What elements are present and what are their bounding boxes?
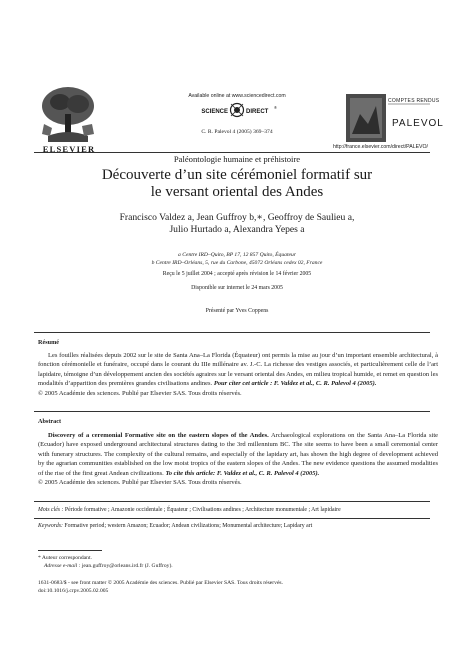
resume-cite: Pour citer cet article : F. Valdez et al., C. R. Palevol 4 (2005).	[213, 380, 377, 388]
elsevier-tree-logo	[36, 84, 100, 144]
abstract-text	[38, 431, 438, 487]
sciencedirect-right: DIRECT	[246, 109, 269, 115]
section-rule	[34, 411, 430, 412]
email-label: Adresse e-mail :	[44, 563, 81, 569]
email-address[interactable]: jean.guffroy@orleans.ird.fr (J. Guffroy).	[81, 563, 173, 569]
abstract-cite: To cite this article: F. Valdez et al., C. R. Palevol 4 (2005).	[165, 469, 320, 477]
sciencedirect-logo	[190, 101, 284, 119]
title-line-1: Découverte d’un site cérémoniel formatif sur	[101, 167, 373, 183]
authors-line-1: Francisco Valdez a, Jean Guffroy b,∗, Geoffroy de Saulieu a,	[119, 212, 355, 223]
keywords-mid-rule	[34, 518, 430, 519]
keywords-fr-text: Période formative ; Amazonie occidentale ; Équateur ; Civilisations andines ; Architecture monumentale ; Art lapidaire	[64, 507, 341, 513]
issn-line: 1631-0683/$ - see front matter © 2005 Académie des sciences. Publié par Elsevier SAS. Tous droits réservés.	[38, 580, 284, 586]
resume-copyright: © 2005 Académie des sciences. Publié par Elsevier SAS. Tous droits réservés.	[38, 389, 242, 397]
footnote-rule	[38, 550, 102, 551]
journal-url[interactable]: http://france.elsevier.com/direct/PALEVO/	[332, 144, 428, 150]
title-line-2: le versant oriental des Andes	[150, 184, 324, 200]
article-title	[34, 167, 440, 201]
section-heading: Paléontologie humaine et préhistoire	[173, 154, 301, 164]
abstract-heading: Abstract	[38, 418, 62, 425]
footnote-author: * Auteur correspondant.	[38, 555, 92, 561]
online-date: Disponible sur internet le 24 mars 2005	[191, 285, 283, 291]
resume-text	[38, 351, 438, 398]
publisher-name: ELSEVIER	[42, 144, 96, 154]
online-notice: Available online at www.sciencedirect.com	[188, 93, 286, 99]
doi-line[interactable]: doi:10.1016/j.crpv.2005.02.005	[38, 588, 109, 594]
palevol-label: PALEVOL	[392, 118, 444, 129]
affiliation-a: a Centre IRD–Quito, BP 17, 12 857 Quito, Équateur	[178, 252, 296, 258]
abstract-copyright: © 2005 Académie des sciences. Publié par Elsevier SAS. Tous droits réservés.	[38, 479, 242, 487]
keywords-en-text: Formative period; western Amazon; Ecuador; Andean civilizations; Monumental architecture; Lapidary art	[64, 523, 313, 529]
registered-mark: ®	[274, 105, 277, 110]
sciencedirect-left: SCIENCE	[201, 109, 228, 115]
keywords-fr-label: Mots clés :	[38, 507, 64, 513]
abstract-lead: Discovery of a ceremonial Formative site on the eastern slopes of the Andes.	[48, 432, 269, 439]
comptes-rendus-label: COMPTES RENDUS	[388, 98, 440, 104]
author-list	[34, 212, 440, 235]
abstract-top-rule	[34, 332, 430, 333]
journal-citation: C. R. Palevol 4 (2005) 369–374	[201, 129, 273, 135]
resume-heading: Résumé	[38, 339, 59, 346]
keywords-fr	[38, 506, 438, 514]
affiliations	[34, 251, 440, 267]
received-dates: Reçu le 5 juillet 2004 ; accepté après révision le 14 février 2005	[162, 271, 312, 277]
authors-line-2: Julio Hurtado a, Alexandra Yepes a	[169, 223, 305, 235]
affiliation-b: b Centre IRD–Orléans, 5, rue du Carbone, 45072 Orléans cedex 02, France	[151, 260, 323, 266]
resume-body: Les fouilles réalisées depuis 2002 sur le site de Santa Ana–La Florida (Équateur) ont permis la mise au jour d’un important ensemble architectural, à fonction cérémonielle et funéraire, occupé dans le courant du IIIe millénaire av. J.-C. La richesse des vestiges associés, et particulièrement celle de l’art lapidaire, témoigne d’un développement ancien des sociétés agraires sur le versant oriental des Andes, en milieu tropical humide, et remet en question les modalités d’apparition des premières grandes civilisations andines.	[38, 352, 438, 388]
header-rule	[34, 152, 430, 153]
keywords-en	[38, 522, 438, 530]
abstract-body: Archaeological explorations on the Santa Ana–La Florida site (Ecuador) have exposed underground architectural structures dating to the 3rd millennium BC. The site seems to have been a small ceremonial center with funerary structures. The complexity of the cultural remains, and especially of the lapidary art, has shown the high degree of development achieved by the agrarian communities established on the low moist tropics of the eastern slopes of the Andes. The new evidence questions the assumed modalities of the rise of the first great Andean civilizations.	[38, 432, 439, 477]
presented-by: Présenté par Yves Coppens	[205, 308, 269, 314]
keywords-en-label: Keywords:	[38, 523, 63, 529]
keywords-rule	[34, 501, 430, 502]
footnote-email	[38, 563, 444, 571]
